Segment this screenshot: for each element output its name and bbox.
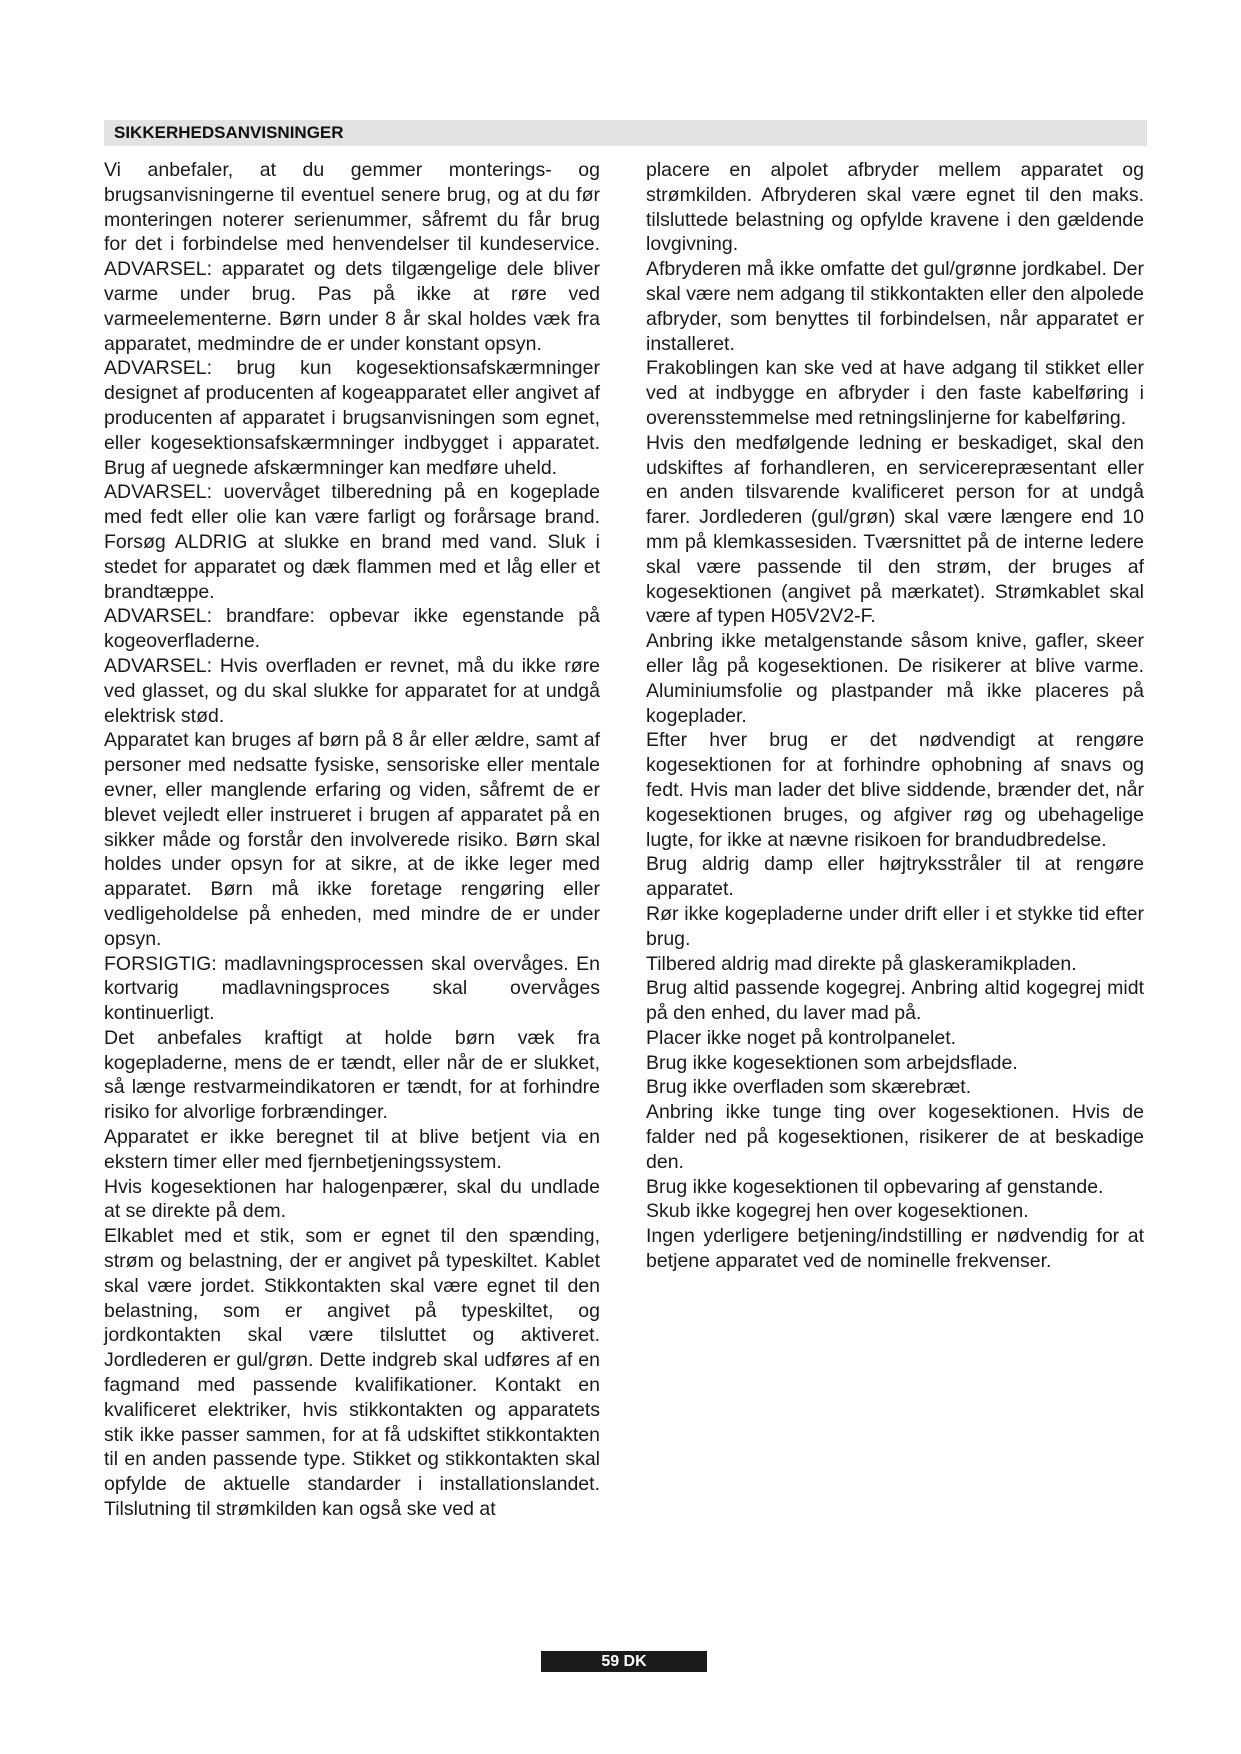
paragraph: Hvis den medfølgende ledning er beskadiget, skal den udskiftes af forhandleren, en servicerepræsentant eller en anden tilsvarende kvalificeret person for at undgå farer. Jordlederen (gul/grøn) skal være længere end 10 mm på klemkassesiden. Tværsnittet på de interne ledere skal være passende til den strøm, der bruges af kogesektionen (angivet på mærkatet). Strømkablet skal være af typen H05V2V2-F.: [646, 431, 1144, 628]
paragraph: ADVARSEL: Hvis overfladen er revnet, må du ikke røre ved glasset, og du skal slukke for apparatet for at undgå elektrisk stød.: [104, 654, 600, 727]
paragraph: Skub ikke kogegrej hen over kogesektionen.: [646, 1200, 1029, 1223]
paragraph: placere en alpolet afbryder mellem apparatet og strømkilden. Afbryderen skal være egnet til den maks. tilsluttede belastning og opfylde kravene i den gældende lovgivning.: [646, 159, 1144, 256]
paragraph: Apparatet er ikke beregnet til at blive betjent via en ekstern timer eller med fjernbetjeningssystem.: [104, 1126, 600, 1173]
paragraph: Hvis kogesektionen har halogenpærer, skal du undlade at se direkte på dem.: [104, 1175, 600, 1223]
paragraph: ADVARSEL: uovervåget tilberedning på en kogeplade med fedt eller olie kan være farligt og forårsage brand. Forsøg ALDRIG at slukke en brand med vand. Sluk i stedet for apparatet og dæk flammen med et låg eller et brandtæppe.: [104, 481, 600, 603]
section-title: SIKKERHEDSANVISNINGER: [114, 123, 344, 142]
paragraph: Brug ikke kogesektionen som arbejdsflade.: [646, 1051, 1018, 1074]
paragraph: ADVARSEL: brug kun kogesektionsafskærmninger designet af producenten af kogeapparatet eller angivet af producenten af apparatet i brugsanvisningen som egnet, eller kogesektionsafskærmninger indbygget i apparatet. Brug af uegnede afskærmninger kan medføre uheld.: [104, 357, 600, 479]
paragraph: Vi anbefaler, at du gemmer monterings- og brugsanvisningerne til eventuel senere brug, og at du før monteringen noterer serienummer, såfremt du får brug for det i forbindelse med henvendelser til kundeservice. ADVARSEL: apparatet og dets tilgængelige dele bliver varme under brug. Pas på ikke at røre ved varmeelementerne. Børn under 8 år skal holdes væk fra apparatet, medmindre de er under konstant opsyn.: [104, 159, 600, 355]
paragraph: Afbryderen må ikke omfatte det gul/grønne jordkabel. Der skal være nem adgang til stikkontakten eller den alpolede afbryder, som benyttes til forbindelsen, når apparatet er installeret.: [646, 258, 1144, 355]
left-text-column: [104, 158, 600, 1522]
paragraph: Brug aldrig damp eller højtryksstråler til at rengøre apparatet.: [646, 853, 1144, 901]
paragraph: Apparatet kan bruges af børn på 8 år eller ældre, samt af personer med nedsatte fysiske, sensoriske eller mentale evner, eller manglende erfaring og viden, såfremt de er blevet vejledt eller instrueret i brugen af apparatet på en sikker måde og forstår den involverede risiko. Børn skal holdes under opsyn for at sikre, at de ikke leger med apparatet. Børn må ikke foretage rengøring eller vedligeholdelse på enheden, med mindre de er under opsyn.: [104, 729, 600, 950]
paragraph: Rør ikke kogepladerne under drift eller i et stykke tid efter brug.: [646, 902, 1144, 950]
paragraph: Anbring ikke metalgenstande såsom knive, gafler, skeer eller låg på kogesektionen. De risikerer at blive varme. Aluminiumsfolie og plastpander må ikke placeres på kogeplader.: [646, 630, 1144, 727]
paragraph: Tilbered aldrig mad direkte på glaskeramikpladen.: [646, 952, 1077, 975]
paragraph: Brug altid passende kogegrej. Anbring altid kogegrej midt på den enhed, du laver mad på.: [646, 977, 1144, 1025]
paragraph: Det anbefales kraftigt at holde børn væk fra kogepladerne, mens de er tændt, eller når de er slukket, så længe restvarmeindikatoren er tændt, for at forhindre risiko for alvorlige forbrændinger.: [104, 1026, 600, 1124]
paragraph: Brug ikke kogesektionen til opbevaring af genstande.: [646, 1175, 1104, 1198]
paragraph: Placer ikke noget på kontrolpanelet.: [646, 1026, 957, 1049]
paragraph: FORSIGTIG: madlavningsprocessen skal overvåges. En kortvarig madlavningsproces skal overvåges kontinuerligt.: [104, 952, 600, 1025]
paragraph: Anbring ikke tunge ting over kogesektionen. Hvis de falder ned på kogesektionen, risikerer de at beskadige den.: [646, 1101, 1144, 1173]
paragraph: ADVARSEL: brandfare: opbevar ikke egenstande på kogeoverfladerne.: [104, 605, 600, 653]
paragraph: Efter hver brug er det nødvendigt at rengøre kogesektionen for at forhindre ophobning af snavs og fedt. Hvis man lader det blive siddende, brænder det, når kogesektionen bruges, og afgiver røg og ubehagelige lugte, for ikke at nævne risikoen for brandudbredelse.: [646, 729, 1144, 851]
right-text-column: [646, 158, 1144, 1274]
paragraph: Brug ikke overfladen som skærebræt.: [646, 1076, 972, 1099]
page-number-label: 59 DK: [541, 1651, 707, 1672]
section-header-bar: [104, 120, 1147, 146]
paragraph: Ingen yderligere betjening/indstilling er nødvendig for at betjene apparatet ved de nominelle frekvenser.: [646, 1225, 1144, 1273]
paragraph: Elkablet med et stik, som er egnet til den spænding, strøm og belastning, der er angivet på typeskiltet. Kablet skal være jordet. Stikkontakten skal være egnet til den belastning, som er angivet på typeskiltet, og jordkontakten skal være tilsluttet og aktiveret. Jordlederen er gul/grøn. Dette indgreb skal udføres af en fagmand med passende kvalifikationer. Kontakt en kvalificeret elektriker, hvis stikkontakten og apparatets stik ikke passer sammen, for at få udskiftet stikkontakten til en anden passende type. Stikket og stikkontakten skal opfylde de aktuelle standarder i installationslandet. Tilslutning til strømkilden kan også ske ved at: [104, 1225, 600, 1521]
paragraph: Frakoblingen kan ske ved at have adgang til stikket eller ved at indbygge en afbryder i den faste kabelføring i overensstemmelse med retningslinjerne for kabelføring.: [646, 357, 1144, 429]
